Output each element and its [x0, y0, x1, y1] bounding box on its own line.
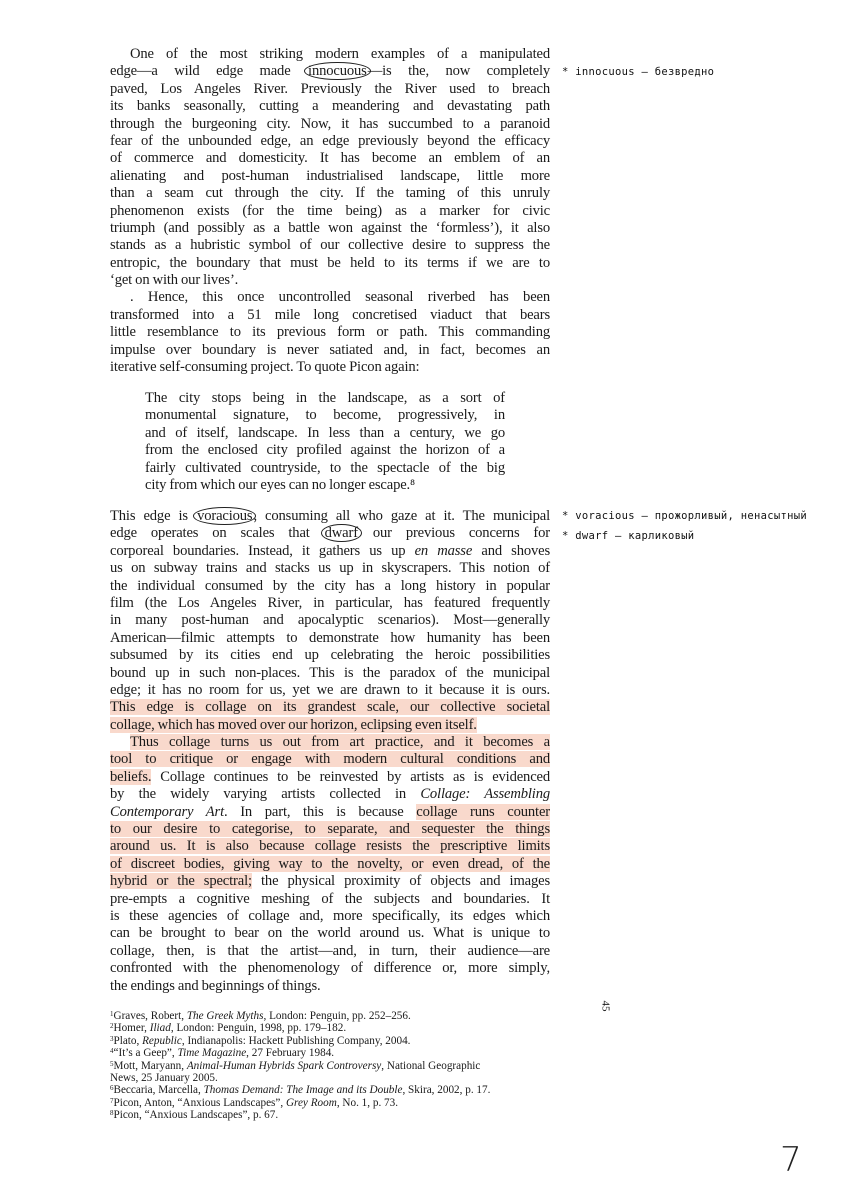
text-line [110, 46, 550, 63]
text: , Skira, 2002, p. 17. [402, 1084, 491, 1097]
footnote [110, 1082, 550, 1097]
text-line [110, 168, 550, 185]
text-line [110, 960, 550, 977]
text: confronted with the phenomenology of difference or, more simply, [110, 960, 550, 977]
text: corporeal boundaries. Instead, it gathers us up [110, 542, 415, 559]
text-line [110, 873, 550, 890]
text: little resemblance to its previous form or path. This commanding [110, 324, 550, 341]
footnote [110, 1008, 550, 1020]
text-line [145, 425, 505, 442]
text-line [110, 255, 550, 272]
text: by the widely varying artists collected in [110, 786, 421, 803]
text: than a seam cut through the city. If the taming of this unruly [110, 185, 550, 202]
footnote [110, 1020, 550, 1035]
highlighted-text: to our desire to categorise, to separate, and sequester the things [110, 821, 550, 838]
text: fairly cultivated countryside, to the spectacle of the big [145, 459, 505, 476]
text: alienating and post-human industrialised landscape, little more [110, 167, 550, 184]
text: edge—a wild edge made [110, 63, 308, 80]
text: Collage continues to be reinvested by artists as is evidenced [151, 768, 550, 785]
text: can be brought to bear on the world around us. What is unique to [110, 925, 550, 942]
text-line [110, 821, 550, 838]
text: . Hence, this once uncontrolled seasonal riverbed has been [130, 289, 550, 306]
text: American—filmic attempts to demonstrate how humanity has been [110, 629, 550, 646]
text-line [110, 751, 550, 768]
highlighted-text: Thus collage turns us out from art practice, and it becomes a [130, 734, 550, 751]
text-line [110, 943, 550, 960]
text-line [110, 525, 550, 542]
text: edge operates on scales that [110, 525, 324, 542]
text: paved, Los Angeles River. Previously the River used to breach [110, 80, 550, 97]
text: city from which our eyes can no longer escape.⁸ [145, 476, 415, 493]
text: pre-empts a cognitive meshing of the subjects and boundaries. It [110, 890, 550, 907]
text: 3 [110, 1034, 114, 1043]
text: collage, then, is that the artist—and, in turn, their audience—are [110, 942, 550, 959]
text-line [110, 324, 550, 341]
text: bound up in such non-places. This is the paradox of the municipal [110, 664, 550, 681]
margin-note-dwarf: * dwarf – карликовый [562, 530, 695, 542]
text-line [110, 908, 550, 925]
circled-word: dwarf [321, 524, 362, 542]
text: 7 [110, 1096, 114, 1105]
text: stands as a hubristic symbol of our collective desire to suppress the [110, 237, 550, 254]
text-line [110, 272, 550, 289]
text: and shoves [472, 542, 550, 559]
text: us on subway trains and stacks us up in skyscrapers. This notion of [110, 560, 550, 577]
text: , consuming all who gaze at it. The municipal [253, 508, 550, 524]
highlighted-text: tool to critique or engage with modern cultural conditions and [110, 751, 550, 768]
text: Plato, [113, 1034, 143, 1047]
text-line [110, 595, 550, 612]
text-line [110, 838, 550, 855]
text-line [110, 133, 550, 150]
text: our previous concerns for [358, 525, 550, 542]
text-line [110, 150, 550, 167]
footnotes [110, 1008, 550, 1120]
margin-note-voracious: * voracious – прожорливый, ненасытный [562, 510, 807, 522]
text-line [110, 81, 550, 98]
text: the individual consumed by the city has a long history in popular [110, 577, 550, 594]
text-line [110, 856, 550, 873]
page-number: 45 [599, 1000, 612, 1012]
footnote [110, 1033, 550, 1045]
italic-text: Animal-Human Hybrids Spark Controversy [186, 1059, 382, 1072]
highlighted-text: of discreet bodies, giving way to the novelty, or even dread, of the [110, 855, 550, 872]
text-line [110, 342, 550, 359]
footnote [110, 1058, 550, 1070]
text: , No. 1, p. 73. [336, 1096, 399, 1109]
circled-word: voracious [193, 507, 256, 525]
text: 1 [110, 1010, 114, 1018]
text: from the enclosed city profiled against the horizon of a [145, 442, 505, 459]
text: the endings and beginnings of things. [110, 977, 321, 994]
text-line [110, 237, 550, 254]
text-line [110, 307, 550, 324]
text: and of itself, landscape. In less than a century, we go [145, 424, 505, 441]
text: subsumed by its cities end up celebrating the heroic possibilities [110, 647, 550, 664]
text-line [110, 891, 550, 908]
text: Picon, Anton, “Anxious Landscapes”, [113, 1096, 286, 1109]
text: 2 [110, 1022, 114, 1031]
text-line [145, 407, 505, 424]
text-line [110, 203, 550, 220]
text: iterative self-consuming project. To quote Picon again: [110, 359, 420, 376]
italic-text: Republic [142, 1034, 182, 1047]
paragraph-collage [110, 508, 550, 995]
text: edge; it has no room for us, yet we are drawn to it because it is ours. [110, 681, 550, 698]
highlighted-text: hybrid or the spectral; [110, 873, 252, 890]
highlighted-text: This edge is collage on its grandest scale, our collective societal [110, 699, 550, 716]
text-line [110, 508, 550, 525]
margin-note-innocuous: * innocuous – безвредно [562, 66, 715, 78]
text: phenomenon exists (for the time being) as a marker for civic [110, 202, 550, 219]
text: , 27 February 1984. [246, 1047, 335, 1060]
footnote [110, 1095, 550, 1107]
text-line [145, 442, 505, 459]
text-line [110, 185, 550, 202]
text: 8 [110, 1109, 114, 1118]
text: . In part, this is because [223, 803, 417, 820]
italic-text: en masse [414, 542, 473, 559]
highlighted-text: beliefs. [110, 768, 152, 785]
text-line [110, 734, 550, 751]
italic-text: Time Magazine [177, 1047, 247, 1060]
text: This edge is [110, 508, 197, 524]
text: of commerce and domesticity. It has become an emblem of an [110, 150, 550, 167]
text: , London: Penguin, 1998, pp. 179–182. [170, 1022, 347, 1035]
text: Graves, Robert, [113, 1010, 187, 1022]
text: Picon, “Anxious Landscapes”, p. 67. [113, 1109, 279, 1122]
text: Beccaria, Marcella, [113, 1084, 204, 1097]
text: , National Geographic [381, 1059, 481, 1072]
text: film (the Los Angeles River, in particular, has featured frequently [110, 594, 550, 611]
text-line [110, 647, 550, 664]
text: is these agencies of collage and, more specifically, its edges which [110, 907, 550, 924]
italic-text: Contemporary Art [110, 803, 224, 820]
text: through the burgeoning city. Now, it has succumbed to a paranoid [110, 115, 550, 132]
text: 6 [110, 1084, 114, 1093]
highlighted-text: around us. It is also because collage resists the prescriptive limits [110, 838, 550, 855]
text-line [110, 665, 550, 682]
text: Homer, [113, 1022, 150, 1035]
italic-text: Collage: Assembling [420, 786, 551, 803]
text: Mott, Maryann, [113, 1059, 187, 1072]
text: triumph (and possibly as a battle won against the ‘formless’), it also [110, 219, 550, 236]
text: ‘get on with our lives’. [110, 272, 239, 289]
text-line [110, 560, 550, 577]
text: its banks seasonally, cutting a meandering and devastating path [110, 98, 550, 115]
text-line [145, 477, 505, 494]
text: entropic, the boundary that must be held to its terms if we are to [110, 254, 550, 271]
text: One of the most striking modern examples of a manipulated [130, 46, 550, 62]
paragraph-river [110, 46, 550, 376]
text: —is the, now completely [367, 63, 550, 80]
text-line [110, 612, 550, 629]
text-line [110, 769, 550, 786]
text: “It’s a Geep”, [113, 1047, 178, 1060]
italic-text: Thomas Demand: The Image and its Double [203, 1084, 403, 1097]
text: 4 [110, 1047, 114, 1056]
text: impulse over boundary is never satiated and, in fact, becomes an [110, 341, 550, 358]
text: monumental signature, to become, progressively, in [145, 407, 505, 424]
text-line [110, 717, 550, 734]
text: , Indianapolis: Hackett Publishing Company, 2004. [181, 1034, 411, 1047]
text-line [110, 220, 550, 237]
text-line [110, 786, 550, 803]
text-line [110, 978, 550, 995]
text-line [110, 116, 550, 133]
italic-text: Grey Room [285, 1096, 337, 1109]
circled-word: innocuous [304, 62, 371, 80]
text-line [110, 63, 550, 80]
text: 5 [110, 1059, 114, 1068]
highlighted-text: collage runs counter [416, 803, 551, 820]
footnote [110, 1045, 550, 1060]
text-line [145, 460, 505, 477]
text-line [110, 630, 550, 647]
text: transformed into a 51 mile long concretised viaduct that bears [110, 306, 550, 323]
text-line [110, 98, 550, 115]
text-line [110, 699, 550, 716]
text: The city stops being in the landscape, as a sort of [145, 390, 505, 406]
italic-text: The Greek Myths [186, 1010, 264, 1022]
text-line [110, 682, 550, 699]
text: in many post-human and apocalyptic scenarios). Most—generally [110, 612, 550, 629]
text: fear of the unbounded edge, an edge previously beyond the efficacy [110, 132, 550, 149]
text-line [110, 925, 550, 942]
text-line [110, 359, 550, 376]
text: , London: Penguin, pp. 252–256. [263, 1010, 411, 1022]
text-line [110, 804, 550, 821]
highlighted-text: collage, which has moved over our horizon, eclipsing even itself. [110, 716, 477, 733]
text: the physical proximity of objects and images [251, 873, 550, 890]
text-line [110, 578, 550, 595]
text-line [110, 543, 550, 560]
text: News, 25 January 2005. [110, 1071, 218, 1084]
text-line [145, 390, 505, 407]
italic-text: Iliad [149, 1022, 171, 1035]
handwritten-page-number: 7 [780, 1140, 802, 1180]
block-quote-picon [145, 390, 505, 494]
text-line [110, 289, 550, 306]
